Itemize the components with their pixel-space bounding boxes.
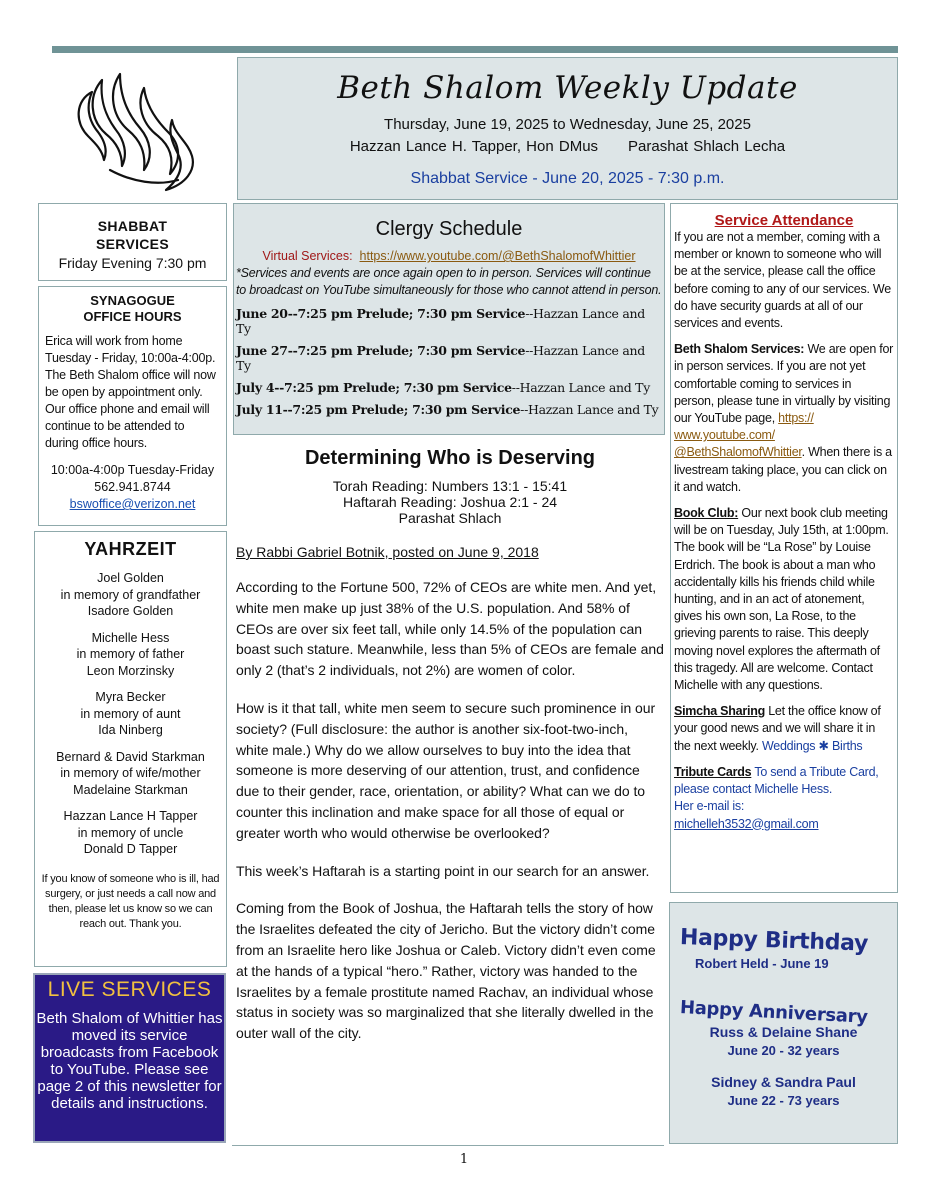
article-paragraph: According to the Fortune 500, 72% of CEOs are white men. And yet, white men make up just 38% of the U.S. population. And 58% of CEOs are over six feet tall, while only 14.5% of the population can boast such stature. Meanwhile, less than 5% of CEOs are female and only 2 (that’s 2 individuals, not 2%) are women of color.: [236, 579, 664, 679]
shabbat-service-line: Shabbat Service - June 20, 2025 - 7:30 p.m.: [410, 170, 725, 187]
simcha-tags: Weddings ✱ Births: [761, 738, 863, 753]
header-banner: [237, 57, 898, 200]
relation: in memory of aunt: [80, 706, 181, 721]
article-parashat: Parashat Shlach: [398, 510, 502, 526]
mourner-name: Michelle Hess: [91, 630, 170, 645]
deceased-name: Leon Morzinsky: [86, 663, 175, 678]
article-paragraph: Coming from the Book of Joshua, the Haftarah tells the story of how the Israelites defeated the city of Jericho. But the victory didn’t come from an Israelite hero like Joshua or Caleb. Victory didn’t even come at the hands of a typical “hero.” Rather, victory was handed to the Israelites by a female prostitute named Rachav, an individual whose status in society was so marginalized that she literally dwelled in the outer wall of the city.: [236, 900, 656, 1042]
yahrzeit-entry: [35, 630, 226, 680]
book-club-lead: Book Club:: [674, 506, 739, 521]
office-email-link[interactable]: bswoffice@verizon.net: [69, 497, 196, 511]
schedule-row: [236, 380, 662, 395]
article-paragraph: This week’s Haftarah is a starting point in our search for an answer.: [236, 862, 650, 879]
schedule-who: --Hazzan Lance and Ty: [236, 343, 645, 373]
yahrzeit-heading: YAHRZEIT: [84, 539, 177, 559]
article: [236, 447, 664, 1044]
tribute-paragraph: [674, 764, 894, 798]
hazzan-name: Hazzan Lance H. Tapper, Hon DMus: [349, 138, 599, 155]
couple-names: Russ & Delaine Shane: [709, 1024, 858, 1040]
youtube-link-part[interactable]: www.youtube.com/: [674, 428, 775, 443]
tribute-lead: Tribute Cards: [674, 764, 752, 779]
simcha-text: Let the office know of your good news and we will share it in the next weekly.: [674, 704, 881, 753]
anniversary-entry: [680, 1024, 887, 1058]
youtube-link-part[interactable]: https://: [778, 411, 814, 426]
office-hours-box: [38, 286, 227, 526]
yahrzeit-entry: [35, 570, 226, 620]
anniversary-detail: June 20 - 32 years: [727, 1043, 840, 1058]
yahrzeit-entry: [35, 808, 226, 858]
relation: in memory of uncle: [77, 825, 184, 840]
yahrzeit-entry: [35, 689, 226, 739]
schedule-row: [236, 343, 662, 373]
office-phone: 562.941.8744: [94, 480, 171, 494]
schedule-when: June 20--7:25 pm Prelude; 7:30 pm Service: [236, 306, 526, 321]
book-club-paragraph: [674, 505, 894, 694]
services-tail: . When there is a livestream taking place, you can click on it and watch.: [674, 445, 892, 494]
mourner-name: Bernard & David Starkman: [56, 749, 205, 764]
deceased-name: Isadore Golden: [87, 604, 174, 618]
flame-logo-icon: [62, 70, 218, 198]
services-paragraph: [674, 341, 894, 496]
parashat-name: Parashat Shlach Lecha: [628, 138, 786, 155]
office-heading-2: OFFICE HOURS: [83, 309, 182, 324]
simcha-lead: Simcha Sharing: [674, 704, 765, 719]
hazzan-line: [238, 138, 897, 155]
article-bottom-rule: [232, 1145, 664, 1146]
anniversary-detail: June 22 - 73 years: [727, 1093, 840, 1108]
relation: in memory of father: [76, 647, 185, 661]
page-number: 1: [459, 1152, 469, 1167]
service-attendance-box: [670, 203, 898, 893]
office-text: Erica will work from home Tuesday - Friday, 10:00a-4:00p. The Beth Shalom office will now be open by appointment only. Our office phone and email will continue to be attended to during office hours.: [45, 334, 216, 450]
live-services-heading: LIVE SERVICES: [47, 978, 212, 1001]
yahrzeit-box: [34, 531, 227, 967]
virtual-label: Virtual Services:: [262, 249, 353, 263]
top-rule: [52, 46, 898, 53]
mourner-name: Joel Golden: [97, 571, 164, 585]
deceased-name: Madelaine Starkman: [73, 782, 188, 797]
attendance-intro: If you are not a member, coming with a member or known to someone who will be at the service, please call the office before coming to any of our services. We do have security guards at all of our services and events.: [674, 230, 891, 331]
schedule-who: --Hazzan Lance and Ty: [511, 380, 650, 395]
newsletter-title: Beth Shalom Weekly Update: [337, 70, 798, 106]
services-heading: SERVICES: [96, 236, 169, 252]
schedule-row: [236, 306, 662, 336]
services-text: We are open for in person services. If you are not yet comfortable coming to services in person, please tune in virtually by visiting our YouTube page,: [674, 342, 894, 426]
article-paragraph: How is it that tall, white men seem to secure such prominence in our society? (Full disclosure: the author is another six-foot-two-inch, white male.) Why do we allow ourselves to buy into the idea that someone is more deserving of our attention, trust, and confidence due to their gender, race, orientation, or ability? What can we do to counter this inclination and make space for all those of equal or greater worth who would otherwise be overlooked?: [236, 699, 656, 841]
virtual-services-line: [236, 249, 662, 263]
mourner-name: Myra Becker: [95, 690, 166, 704]
haftarah-reading: Haftarah Reading: Joshua 2:1 - 24: [342, 494, 558, 510]
anniversary-heading: Happy Anniversary: [679, 997, 869, 1028]
relation: in memory of grandfather: [60, 587, 201, 602]
office-heading-1: SYNAGOGUE: [90, 293, 175, 308]
schedule-who: --Hazzan Lance and Ty: [520, 402, 659, 417]
schedule-when: June 27--7:25 pm Prelude; 7:30 pm Service: [236, 343, 526, 358]
article-title: Determining Who is Deserving: [304, 447, 596, 469]
services-lead: Beth Shalom Services:: [674, 342, 805, 357]
celebrations-box: [669, 902, 898, 1144]
tribute-mail-label: Her e-mail is:: [674, 799, 745, 814]
clergy-schedule-box: [233, 203, 665, 435]
birthday-name: Robert Held - June 19: [695, 956, 829, 971]
attendance-heading: Service Attendance: [714, 212, 854, 229]
yahrzeit-entry: [35, 749, 226, 799]
schedule-when: July 11--7:25 pm Prelude; 7:30 pm Service: [236, 402, 521, 417]
relation: in memory of wife/mother: [60, 766, 201, 780]
birthday-heading: Happy Birthday: [679, 925, 869, 957]
readings: [236, 478, 664, 526]
clergy-heading: Clergy Schedule: [375, 218, 523, 240]
live-services-box: [33, 973, 226, 1143]
youtube-link[interactable]: https://www.youtube.com/@BethShalomofWhittier: [359, 249, 636, 263]
live-services-text: Beth Shalom of Whittier has moved its service broadcasts from Facebook to YouTube. Please see page 2 of this newsletter for details and instructions.: [36, 1010, 223, 1112]
article-byline: By Rabbi Gabriel Botnik, posted on June 9, 2018: [236, 544, 539, 560]
clergy-note: *Services and events are once again open to in person. Services will continue to broadcast on YouTube simultaneously for those who cannot attend in person.: [236, 266, 662, 297]
schedule-who: --Hazzan Lance and Ty: [236, 306, 645, 336]
couple-names: Sidney & Sandra Paul: [711, 1074, 856, 1090]
mourner-name: Hazzan Lance H Tapper: [63, 809, 198, 823]
shabbat-services-box: [38, 203, 227, 281]
schedule-row: [236, 402, 662, 417]
deceased-name: Ida Ninberg: [98, 723, 163, 737]
deceased-name: Donald D Tapper: [83, 842, 178, 856]
office-contact: [45, 462, 220, 513]
office-hours-time: 10:00a-4:00p Tuesday-Friday: [50, 463, 215, 477]
torah-reading: Torah Reading: Numbers 13:1 - 15:41: [332, 478, 568, 494]
simcha-paragraph: [674, 703, 894, 755]
schedule-when: July 4--7:25 pm Prelude; 7:30 pm Service: [236, 380, 512, 395]
yahrzeit-note: If you know of someone who is ill, had surgery, or just needs a call now and then, please let us know so we can reach out. Thank you.: [41, 872, 220, 930]
anniversary-entry: [680, 1074, 887, 1108]
book-club-text: Our next book club meeting will be on Tuesday, July 15th, at 1:00pm. The book will be “La Rose” by Louise Erdrich. The book is about a man who accidentally kills his friends child while hunting, and in an act of atonement, gives his own son, La Rose, to the grieving parents to raise. This deeply moving novel explores the aftermath of this tragedy. All are welcome. Contact Michelle with any questions.: [674, 506, 889, 693]
shabbat-heading: SHABBAT: [97, 218, 168, 234]
friday-evening-time: Friday Evening 7:30 pm: [58, 255, 207, 271]
date-range: Thursday, June 19, 2025 to Wednesday, June 25, 2025: [384, 116, 751, 133]
tribute-email-link[interactable]: michelleh3532@gmail.com: [674, 816, 819, 831]
tribute-text: To send a Tribute Card, please contact Michelle Hess.: [674, 764, 879, 797]
youtube-link-part[interactable]: @BethShalomofWhittier: [674, 445, 802, 460]
